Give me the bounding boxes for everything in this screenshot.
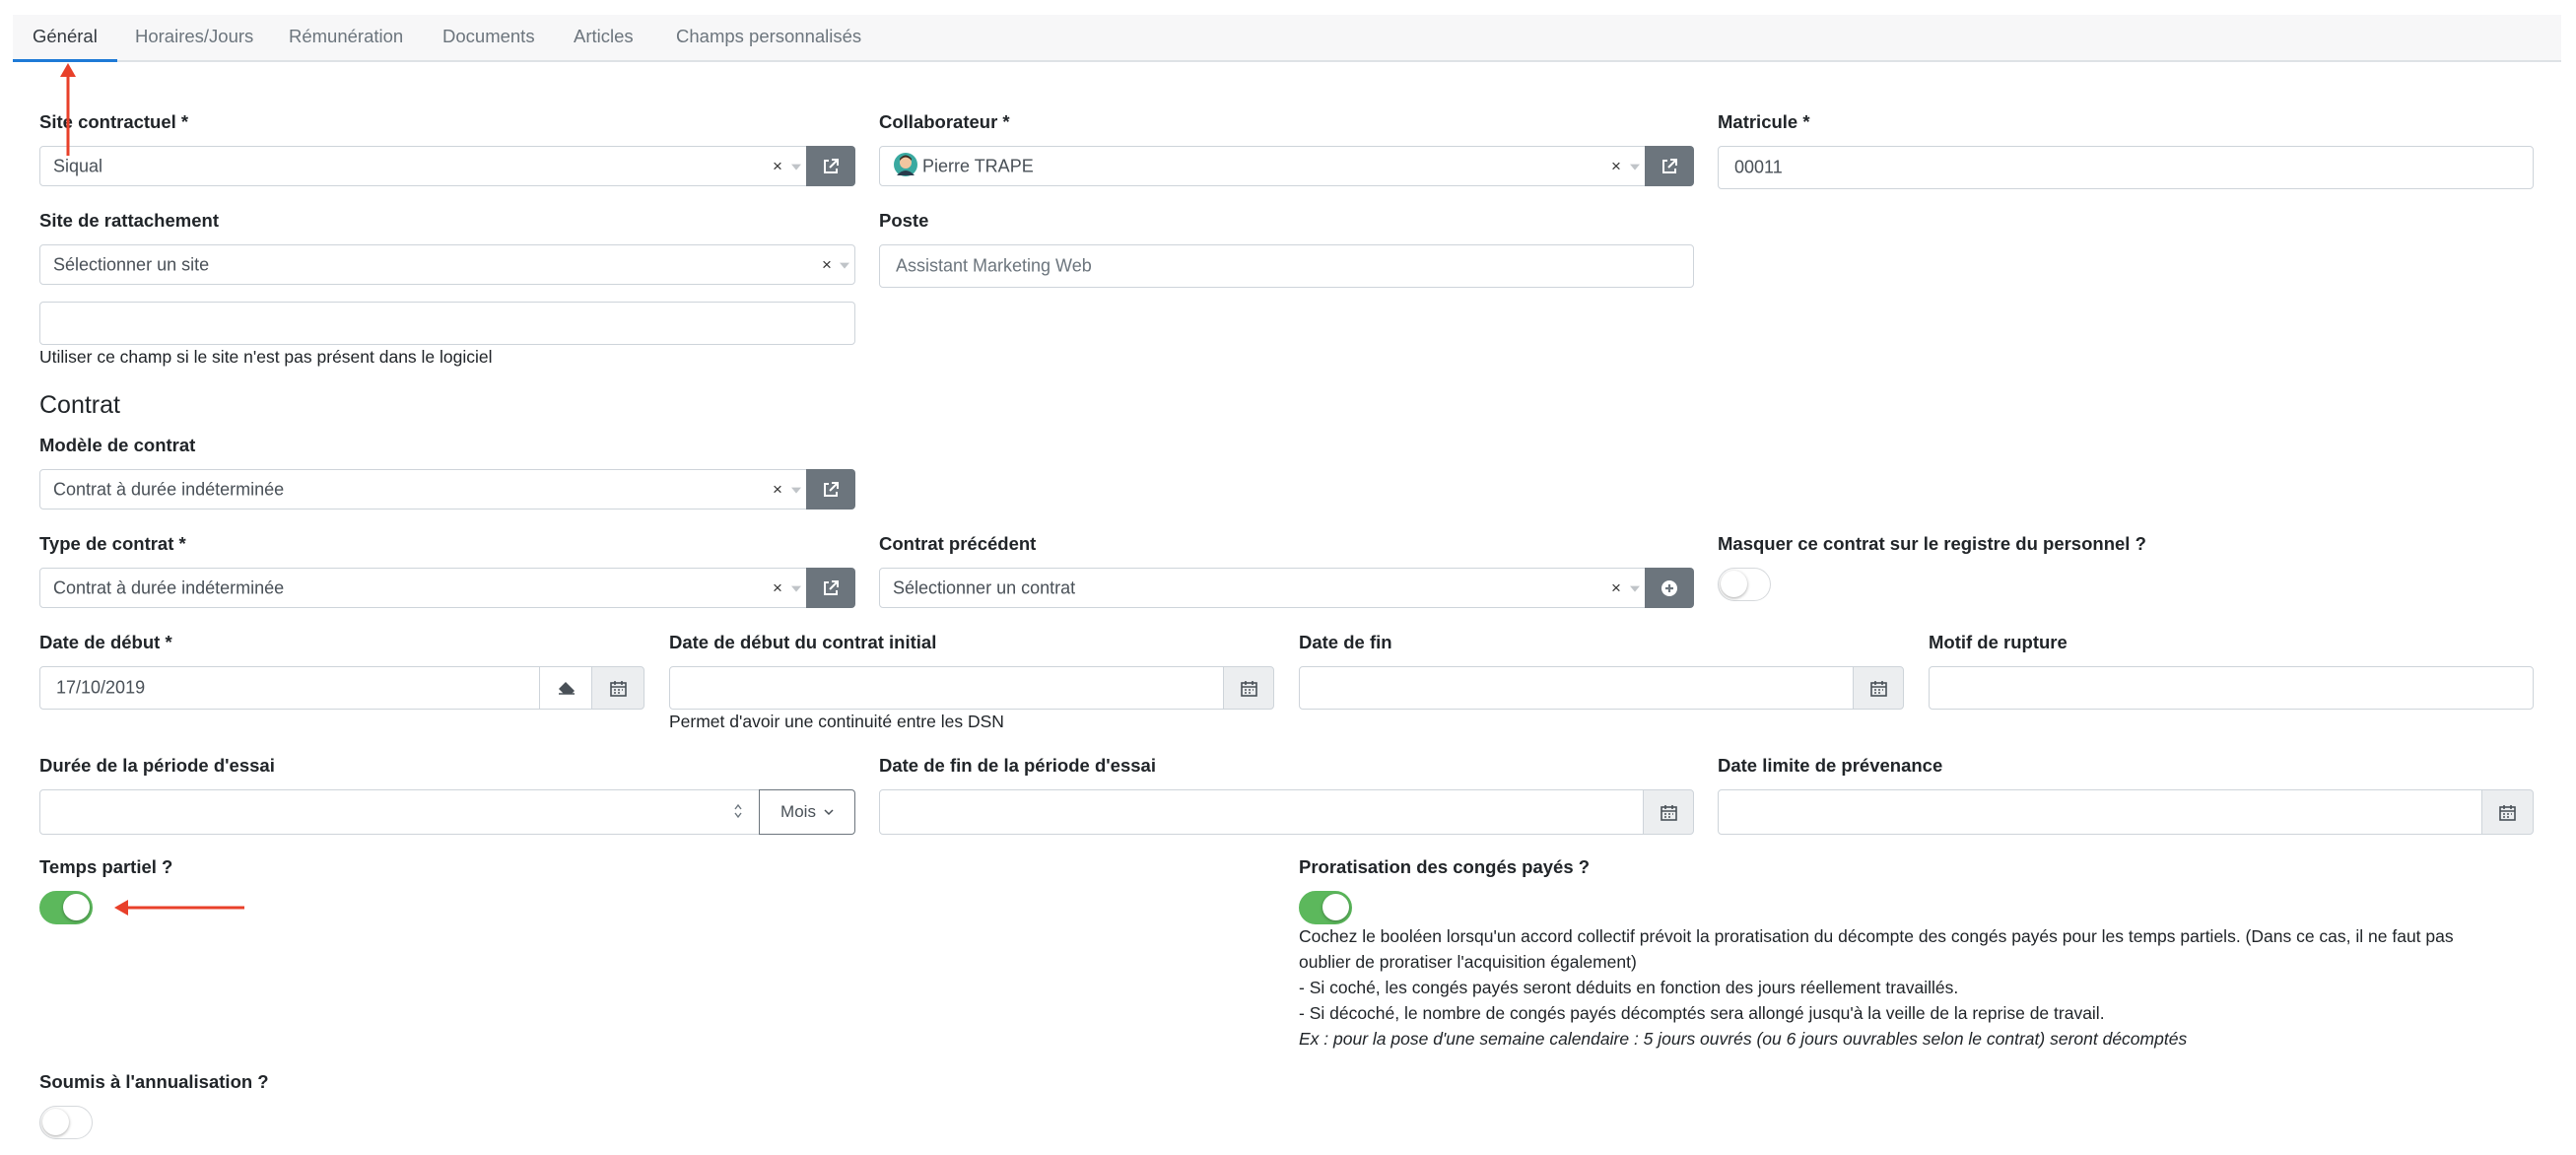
matricule-label: Matricule * [1718,111,1810,132]
motif-rupture-input[interactable] [1929,666,2534,710]
open-modele-contrat-button[interactable] [806,469,855,510]
proratisation-help-line: Cochez le booléen lorsqu'un accord collectif prévoit la proratisation du décompte des congés payés pour les temps partiels. (Dans ce cas, il ne faut pas [1299,926,2454,946]
site-rattachement-select[interactable] [39,244,855,285]
matricule-value: 00011 [1734,157,1783,177]
chevron-down-icon [791,487,801,493]
proratisation-label: Proratisation des congés payés ? [1299,856,1591,877]
date-debut-input[interactable] [39,666,541,710]
calendar-icon [610,680,627,697]
annotation-arrow-up-icon [54,59,84,158]
duree-essai-input[interactable] [39,789,761,835]
matricule-input[interactable] [1718,146,2534,189]
date-debut-initial-input[interactable] [669,666,1225,710]
collaborateur-select[interactable] [879,146,1646,186]
fin-essai-calendar-button[interactable] [1643,789,1694,835]
poste-label: Poste [879,210,929,231]
modele-contrat-label: Modèle de contrat [39,435,196,455]
site-contractuel-label: Site contractuel * [39,111,189,132]
date-fin-calendar-button[interactable] [1853,666,1904,710]
contrat-precedent-select[interactable] [879,568,1646,608]
calendar-icon [1241,680,1257,697]
chevron-down-icon [1630,164,1640,170]
toggle-knob [1322,894,1349,920]
open-collaborateur-button[interactable] [1645,146,1694,186]
contrat-precedent-label: Contrat précédent [879,533,1037,554]
duree-essai-unit-select[interactable] [759,789,855,835]
date-debut-label: Date de début * [39,632,172,652]
proratisation-help-line: - Si décoché, le nombre de congés payés décomptés sera allongé jusqu'à la veille de la reprise de travail. [1299,1003,2105,1023]
proratisation-help-line: oublier de proratiser l'acquisition également) [1299,952,1637,972]
add-contrat-precedent-button[interactable] [1645,568,1694,608]
clear-icon[interactable]: × [1611,156,1621,175]
clear-icon[interactable]: × [773,578,782,597]
date-debut-initial-help: Permet d'avoir une continuité entre les DSN [669,712,1004,731]
tab-documents[interactable]: Documents [442,26,535,46]
motif-rupture-label: Motif de rupture [1929,632,2068,652]
external-link-icon [1661,158,1678,175]
annotation-arrow-left-icon [110,895,248,920]
chevron-down-icon [824,809,834,816]
limite-prevenance-calendar-button[interactable] [2481,789,2534,835]
toggle-knob [1721,571,1747,597]
tab-horaires-jours[interactable]: Horaires/Jours [135,26,254,46]
clear-icon[interactable]: × [773,156,782,175]
site-rattachement-help: Utiliser ce champ si le site n'est pas présent dans le logiciel [39,347,493,367]
eraser-icon [558,681,576,695]
clear-icon[interactable]: × [773,479,782,499]
temps-partiel-toggle[interactable] [39,891,93,924]
site-rattachement-free-input[interactable] [39,302,855,345]
external-link-icon [822,158,840,175]
avatar [893,152,918,177]
toggle-knob [63,894,90,920]
tab-remuneration[interactable]: Rémunération [289,26,404,46]
collaborateur-label: Collaborateur * [879,111,1010,132]
poste-input[interactable] [879,244,1694,288]
site-contractuel-select[interactable] [39,146,807,186]
tab-general[interactable]: Général [13,15,117,62]
site-contractuel-value: Siqual [53,156,103,175]
calendar-icon [2499,804,2516,821]
masquer-contrat-label: Masquer ce contrat sur le registre du personnel ? [1718,533,2146,554]
contrat-precedent-placeholder: Sélectionner un contrat [893,578,1076,597]
open-site-contractuel-button[interactable] [806,146,855,186]
chevron-down-icon [791,585,801,591]
external-link-icon [822,579,840,597]
modele-contrat-value: Contrat à durée indéterminée [53,479,285,499]
proratisation-help [1299,923,2454,1052]
duree-essai-unit-value: Mois [780,802,816,821]
type-contrat-select[interactable] [39,568,807,608]
site-rattachement-label: Site de rattachement [39,210,219,231]
annualisation-label: Soumis à l'annualisation ? [39,1071,269,1092]
contrat-section-title: Contrat [39,391,120,419]
collaborateur-value: Pierre TRAPE [922,156,1034,175]
date-debut-calendar-button[interactable] [591,666,644,710]
calendar-icon [1661,804,1677,821]
proratisation-help-line: - Si coché, les congés payés seront déduits en fonction des jours réellement travaillés. [1299,978,1959,997]
date-debut-value: 17/10/2019 [56,677,146,698]
type-contrat-value: Contrat à durée indéterminée [53,578,285,597]
external-link-icon [822,481,840,499]
proratisation-toggle[interactable] [1299,891,1352,924]
tab-champs-personnalises[interactable]: Champs personnalisés [676,26,862,46]
chevron-down-icon [840,262,849,268]
spinner-icon[interactable] [733,802,743,820]
chevron-down-icon [791,164,801,170]
limite-prevenance-label: Date limite de prévenance [1718,755,1943,776]
tab-bar [13,15,2561,62]
date-debut-initial-label: Date de début du contrat initial [669,632,937,652]
date-fin-label: Date de fin [1299,632,1392,652]
plus-circle-icon [1661,579,1678,597]
fin-essai-label: Date de fin de la période d'essai [879,755,1156,776]
proratisation-example: Ex : pour la pose d'une semaine calendaire : 5 jours ouvrés (ou 6 jours ouvrables selon le contrat) seront décomptés [1299,1029,2188,1049]
poste-placeholder: Assistant Marketing Web [896,255,1092,276]
clear-icon[interactable]: × [1611,578,1621,597]
type-contrat-label: Type de contrat * [39,533,186,554]
temps-partiel-label: Temps partiel ? [39,856,173,877]
calendar-icon [1870,680,1887,697]
modele-contrat-select[interactable] [39,469,807,510]
open-type-contrat-button[interactable] [806,568,855,608]
tab-articles[interactable]: Articles [574,26,634,46]
annualisation-toggle[interactable] [39,1106,93,1139]
masquer-contrat-toggle[interactable] [1718,568,1771,601]
site-rattachement-placeholder: Sélectionner un site [53,254,210,274]
toggle-knob [42,1109,69,1135]
fin-essai-input[interactable] [879,789,1645,835]
chevron-down-icon [1630,585,1640,591]
limite-prevenance-input[interactable] [1718,789,2483,835]
clear-icon[interactable]: × [822,254,832,274]
date-fin-input[interactable] [1299,666,1855,710]
duree-essai-label: Durée de la période d'essai [39,755,275,776]
clear-date-debut-button[interactable] [539,666,593,710]
date-debut-initial-calendar-button[interactable] [1223,666,1274,710]
